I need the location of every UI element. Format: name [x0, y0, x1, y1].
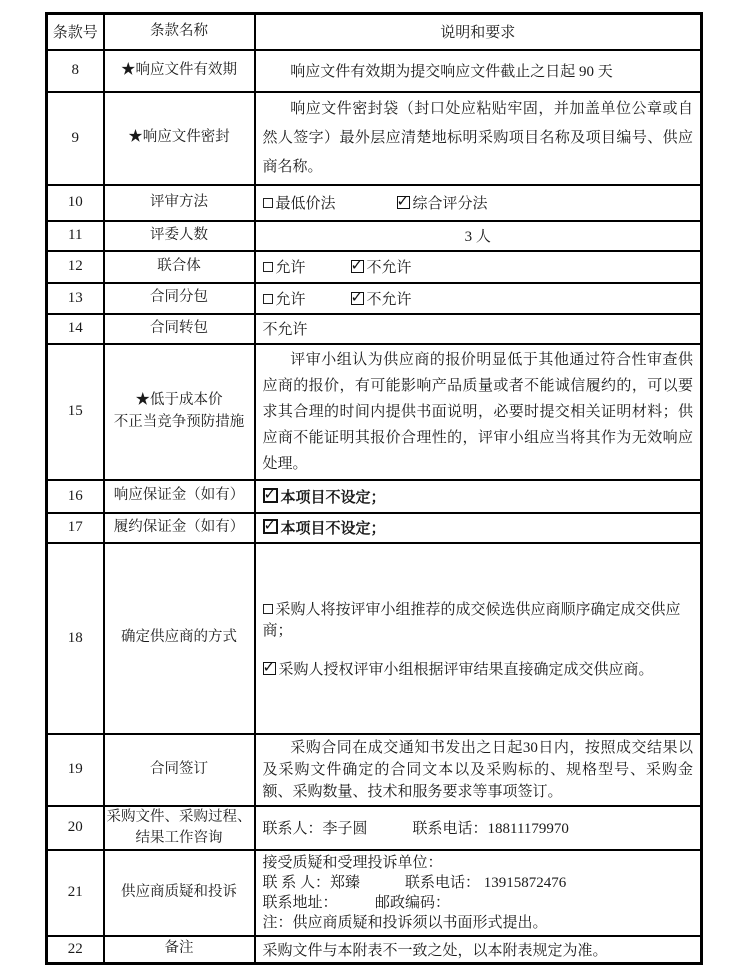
checkbox-checked-icon	[263, 662, 276, 675]
option-label: 采购人授权评审小组根据评审结果直接确定成交供应商。	[278, 661, 654, 678]
clause-no: 18	[47, 543, 104, 734]
clause-name: 响应保证金（如有）	[104, 480, 255, 513]
complaint-address-line: 联系地址： 邮政编码：	[262, 894, 451, 911]
checkbox-checked-icon	[397, 196, 410, 209]
complaint-unit-line: 接受质疑和受理投诉单位：	[262, 854, 443, 871]
clause-name	[104, 344, 255, 480]
checkbox-checked-icon	[263, 488, 278, 503]
clauses-table	[45, 12, 703, 965]
clause-no: 9	[47, 92, 104, 185]
clause-name: 确定供应商的方式	[104, 543, 255, 734]
header-clause-name: 条款名称	[104, 14, 255, 50]
option-not-allowed	[351, 260, 412, 276]
clause-no: 17	[47, 513, 104, 543]
clause-desc	[255, 543, 702, 734]
table-row	[47, 185, 702, 221]
table-row	[47, 480, 702, 513]
header-clause-no: 条款号	[47, 14, 104, 50]
clause-name-line1: ★低于成本价	[135, 391, 223, 408]
clause-desc: 不允许	[255, 314, 702, 344]
clause-name: ★响应文件有效期	[104, 50, 255, 92]
option-label: 不允许	[366, 291, 412, 308]
table-row	[47, 251, 702, 283]
option-label: 最低价法	[275, 196, 336, 212]
clause-name: 备注	[104, 936, 255, 964]
clause-desc	[255, 92, 702, 185]
clause-desc	[255, 344, 702, 480]
table-row	[47, 513, 702, 543]
clause-name	[104, 806, 255, 850]
option-not-set	[263, 521, 386, 537]
clause-name: 供应商质疑和投诉	[104, 850, 255, 936]
clause-desc: 3 人	[255, 221, 702, 251]
clause-desc	[255, 283, 702, 314]
clause-no: 14	[47, 314, 104, 344]
clause-name-line2: 不正当竞争预防措施	[113, 413, 245, 430]
clause-name: 评委人数	[104, 221, 255, 251]
option-not-set	[263, 490, 386, 506]
clause-no: 12	[47, 251, 104, 283]
table-row	[47, 344, 702, 480]
option-label: 综合评分法	[412, 196, 488, 212]
table-row	[47, 543, 702, 734]
option-label: 本项目不设定；	[280, 489, 386, 506]
clause-name: 合同转包	[104, 314, 255, 344]
clause-desc	[255, 185, 702, 221]
clause-name: 合同分包	[104, 283, 255, 314]
header-row	[47, 14, 702, 50]
clause-name: 履约保证金（如有）	[104, 513, 255, 543]
table-row	[47, 806, 702, 850]
checkbox-checked-icon	[351, 292, 364, 305]
clause-no: 16	[47, 480, 104, 513]
table-row	[47, 936, 702, 964]
checkbox-unchecked-icon	[263, 198, 273, 208]
option-label: 本项目不设定；	[280, 521, 386, 537]
option-label: 允许	[275, 260, 306, 276]
option-allowed	[263, 256, 351, 277]
option-label: 不允许	[366, 260, 412, 276]
clause-no: 15	[47, 344, 104, 480]
option-label: 允许	[275, 291, 306, 308]
clause-desc-text: 响应文件有效期为提交响应文件截止之日起 90 天	[290, 64, 613, 80]
complaint-note-line: 注：供应商质疑和投诉须以书面形式提出。	[262, 914, 548, 931]
checkbox-checked-icon	[351, 260, 364, 273]
clause-no: 19	[47, 734, 104, 806]
table-row	[47, 314, 702, 344]
checkbox-unchecked-icon	[263, 604, 273, 614]
clause-no: 10	[47, 185, 104, 221]
clause-desc: 联系人：李子圆 联系电话：18811179970	[255, 806, 702, 850]
option-direct-determination	[263, 658, 694, 679]
checkbox-unchecked-icon	[263, 262, 273, 272]
table-row	[47, 734, 702, 806]
clause-no: 13	[47, 283, 104, 314]
option-not-allowed	[351, 292, 412, 308]
clause-name: ★响应文件密封	[104, 92, 255, 185]
clause-desc	[255, 480, 702, 513]
table-row	[47, 50, 702, 92]
clause-no: 11	[47, 221, 104, 251]
clause-no: 8	[47, 50, 104, 92]
clause-desc: 采购文件与本附表不一致之处，以本附表规定为准。	[255, 936, 702, 964]
option-ranked-candidates	[263, 598, 694, 640]
clause-desc-text: 评审小组认为供应商的报价明显低于其他通过符合性审查供应商的报价，有可能影响产品质量或者不能诚信履约的，可以要求其合理的时间内提供书面说明，必要时提交相关证明材料；供应商不能证明其报价合理性的，评审小组应当将其作为无效响应处理。	[262, 351, 693, 472]
complaint-contact-line: 联 系 人：郑臻 联系电话： 13915872476	[262, 874, 567, 891]
clause-desc-text: 采购合同在成交通知书发出之日起30日内，按照成交结果以及采购文件确定的合同文本以及采购标的、规格型号、采购金额、采购数量、技术和服务要求等事项签订。	[262, 739, 693, 800]
clause-desc	[255, 50, 702, 92]
table-row	[47, 850, 702, 936]
clause-no: 22	[47, 936, 104, 964]
checkbox-unchecked-icon	[263, 294, 273, 304]
clause-no: 20	[47, 806, 104, 850]
clause-name: 合同签订	[104, 734, 255, 806]
table-row	[47, 283, 702, 314]
option-lowest-price	[263, 192, 397, 213]
clause-name: 联合体	[104, 251, 255, 283]
clause-no: 21	[47, 850, 104, 936]
clause-name: 评审方法	[104, 185, 255, 221]
clause-name-line2: 结果工作咨询	[135, 829, 223, 846]
header-clause-desc: 说明和要求	[255, 14, 702, 50]
clause-desc	[255, 734, 702, 806]
table-row	[47, 92, 702, 185]
clause-desc-text: 响应文件密封袋（封口处应粘贴牢固，并加盖单位公章或自然人签字）最外层应清楚地标明采购项目名称及项目编号、供应商名称。	[262, 100, 693, 175]
clause-name-line1: 采购文件、采购过程、	[106, 808, 252, 825]
option-allowed	[263, 288, 351, 309]
option-comprehensive-scoring	[397, 196, 488, 212]
table-row	[47, 221, 702, 251]
clause-desc	[255, 251, 702, 283]
clause-desc	[255, 850, 702, 936]
checkbox-checked-icon	[263, 519, 278, 534]
clause-desc	[255, 513, 702, 543]
option-label: 采购人将按评审小组推荐的成交候选供应商顺序确定成交供应商；	[262, 601, 681, 639]
